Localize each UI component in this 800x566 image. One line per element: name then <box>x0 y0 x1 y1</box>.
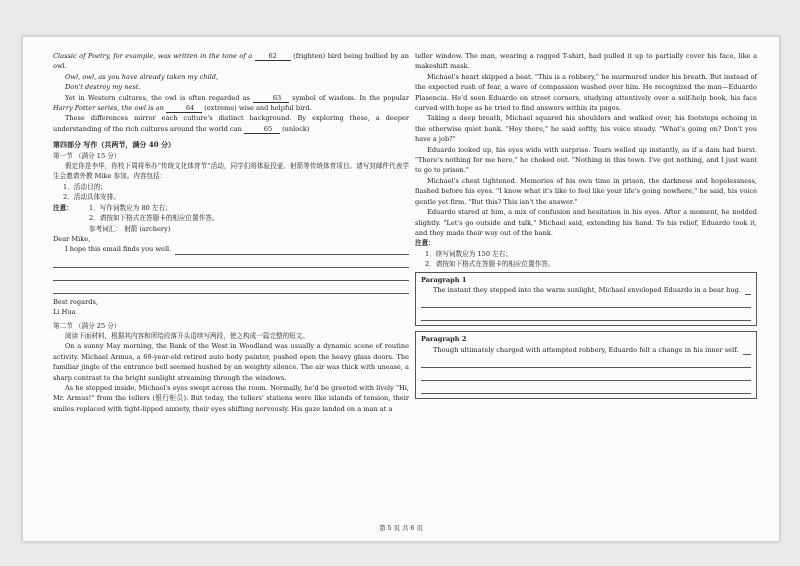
writing-line[interactable] <box>421 308 751 321</box>
email-salutation: Dear Mike, <box>53 234 91 243</box>
section2-note-label: 注意： <box>415 239 435 248</box>
section2-note-2: 2．请按如下格式在答题卡的相应位置作答。 <box>425 260 555 269</box>
writing-line[interactable] <box>421 355 751 368</box>
writing-line[interactable] <box>53 281 409 294</box>
story-paragraph-3: teller window. The man, wearing a ragged T-shirt, had pulled it up to partially cover his face, like a makeshift mask. <box>415 52 757 71</box>
blank-64[interactable]: 64 <box>166 104 202 113</box>
writing-line[interactable] <box>421 295 751 308</box>
paragraph-western: Yet in Western cultures, the owl is often regarded as 63 symbol of wisdom. In the popular Harry Potter series, the owl is an 64 (extreme) wise and helpful bird. <box>53 93 409 113</box>
story-paragraph-8: Eduardo stared at him, a mix of confusion and hesitation in his eyes. After a moment, he nodded slightly. "Let's go outside and talk," Michael said, extending his hand. To his relief, Eduardo took it, and they made their way out of the bank. <box>415 208 757 237</box>
story-paragraph-4: Michael's heart skipped a beat. "This is a robbery," he murmured under his breath. But instead of the expected rush of fear, a wave of compassion washed over him. He recognized the man—Eduardo Plasencia. He'd seen Eduardo on street corners, studying attentively over a self-help book, his face carved with hope as he tried to find answers within its pages. <box>415 72 757 113</box>
paragraph-2-label: Paragraph 2 <box>421 335 467 344</box>
right-column <box>415 51 757 399</box>
paragraph-1-opening[interactable]: The instant they stepped into the warm sunlight, Michael enveloped Eduardo in a bear hug. <box>421 285 751 295</box>
paragraph-differences: These differences mirror each culture's distinct background. By exploring these, a deeper understanding of the rich cultures around the world can 65 (unlock) <box>53 114 409 133</box>
blank-65[interactable]: 65 <box>244 125 280 134</box>
blank-63[interactable]: 63 <box>253 94 289 103</box>
task-item-2: 2．活动具体安排。 <box>63 193 120 202</box>
email-signature: Li Hua <box>53 308 76 317</box>
section2-note-1: 1．续写词数应为 150 左右； <box>425 249 512 258</box>
exam-page <box>22 36 780 542</box>
email-opening-line[interactable]: I hope this email finds you well. <box>53 244 409 254</box>
email-closing: Best regards, <box>53 297 98 306</box>
note-2: 2．请按如下格式在答题卡的相应位置作答。 <box>89 214 219 223</box>
writing-line[interactable] <box>421 381 751 394</box>
story-paragraph-5: Taking a deep breath, Michael squared his shoulders and walked over, his footsteps echoing in the otherwise quiet bank. "Hey there," he said softly, his voice steady. "What's going on? Don't you have a job?" <box>415 114 757 144</box>
poem-line-1: Owl, owl, as you have already taken my child, <box>65 72 219 81</box>
section1-intro: 假定你是李华，你校下周将举办“传统文化体育节”活动，同学们将体验投壶、射箭等传统体育项目。请写封邮件代表学生会邀请外教 Mike 参加。内容包括： <box>53 162 409 181</box>
part4-title: 第四部分 写作（共两节，满分 40 分） <box>53 140 176 150</box>
task-item-1: 1．活动目的； <box>63 182 107 191</box>
paragraph-1-label: Paragraph 1 <box>421 275 467 284</box>
page-number: 第 5 页 共 6 页 <box>379 524 423 532</box>
section2-intro: 阅读下面材料，根据其内容和所给段落开头语续写两段，使之构成一篇完整的短文。 <box>65 331 309 340</box>
story-paragraph-7: Michael's chest tightened. Memories of his own time in prison, the darkness and hopelessness, flashed before his eyes. "I know what it's like to feel like your life's going nowhere," he said, his voice gentle yet firm. "But this? This isn't the answer." <box>415 176 757 206</box>
blank-62[interactable]: 62 <box>255 52 291 61</box>
writing-line[interactable] <box>53 268 409 281</box>
section1-title: 第一节 （满分 15 分） <box>53 151 121 160</box>
paragraph-2-opening[interactable]: Though ultimately charged with attempted robbery, Eduardo felt a change in his inner self. <box>421 345 751 355</box>
story-paragraph-2: As he stepped inside, Michael's eyes swept across the room. Normally, he'd be greeted with lively "Hi, Mr. Armus!" from the tellers (银行柜员). But today, the tellers' stations were like islands of tension, their smiles replaced with tight-lipped anxiety, their eyes shifting nervously. His gaze landed on a man at a <box>53 383 409 413</box>
paragraph-1-box <box>415 272 757 327</box>
note-1: 1．写作词数应为 80 左右； <box>89 203 172 212</box>
story-paragraph-1: On a sunny May morning, the Bank of the West in Woodland was usually a dynamic scene of routine activity. Michael Armus, a 69-year-old retired auto body painter, pushed open the heavy glass doors. The familiar jingle of the entrance bell seemed hushed by an weighty silence. The air was thick with unease, a sharp contrast to the bright sunlight streaming through the windows. <box>53 342 409 382</box>
paragraph-poetry: Classic of Poetry, for example, was written in the tone of a 62 (frighten) bird being bullied by an owl. <box>53 52 409 71</box>
section1-notes: 注意： 1．写作词数应为 80 左右； 2．请按如下格式在答题卡的相应位置作答。 参考词汇： 射箭 (archery) <box>53 203 409 234</box>
section2-title: 第二节 （满分 25 分） <box>53 321 121 330</box>
writing-line[interactable] <box>53 255 409 268</box>
paragraph-2-box <box>415 331 757 399</box>
writing-line[interactable] <box>421 368 751 381</box>
poem-line-2: Don't destroy my nest. <box>65 83 141 92</box>
note-3: 参考词汇： 射箭 (archery) <box>89 224 171 233</box>
left-column <box>53 51 409 414</box>
story-paragraph-6: Eduardo looked up, his eyes wide with surprise. Tears welled up instantly, as if a dam had burst. "There's nothing for me here," he choked out. "Nothing in this town. I've got nothing, and I just want to go to prison." <box>415 145 757 175</box>
